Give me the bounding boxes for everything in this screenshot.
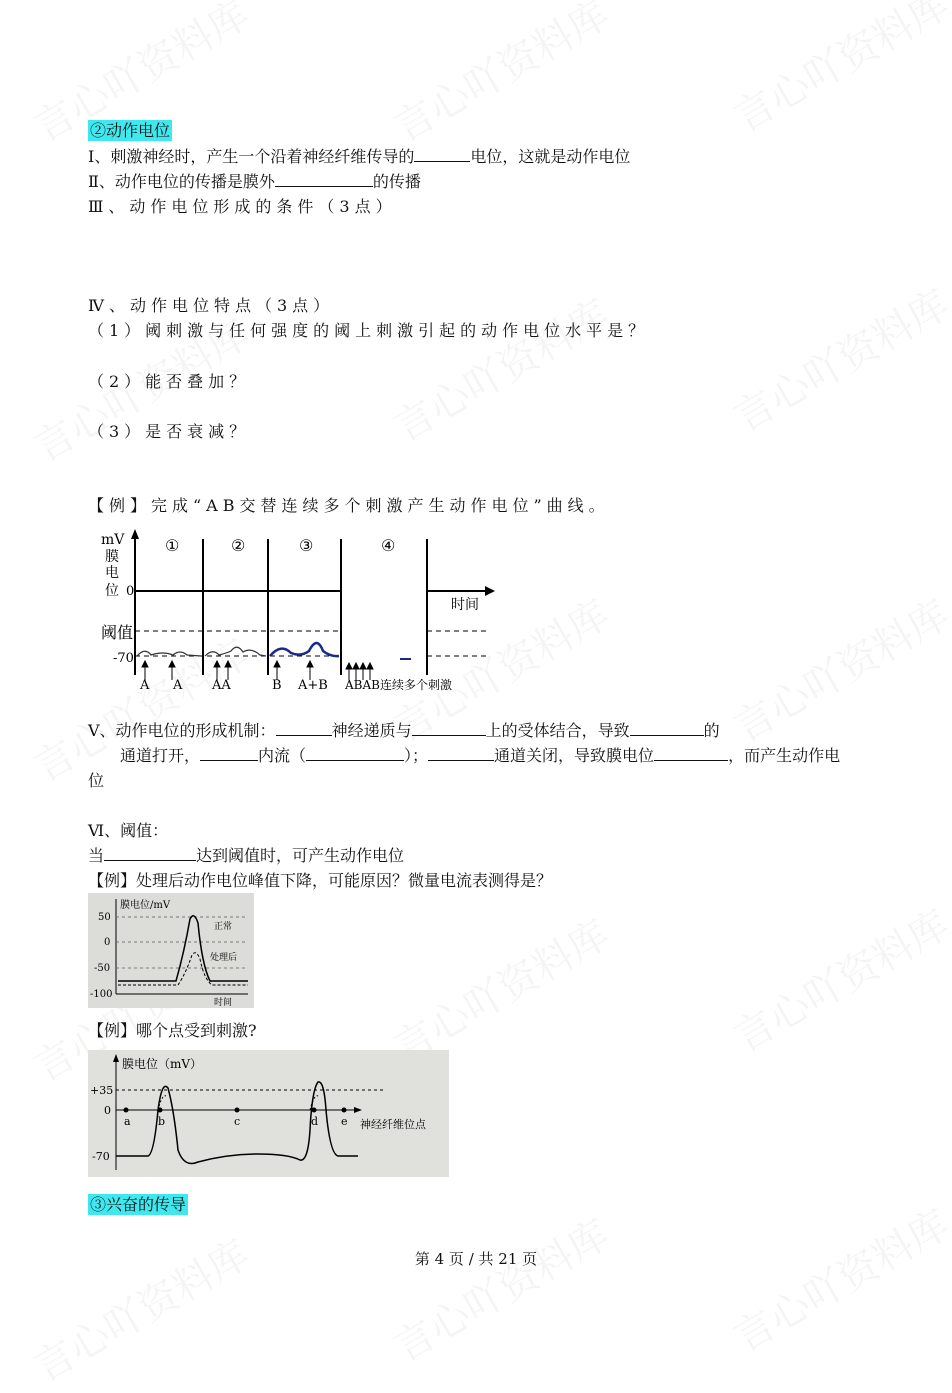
fiber-point: [342, 1108, 347, 1113]
fiber-point: [312, 1108, 317, 1113]
fiber-point: [158, 1108, 163, 1113]
y-label-char: 电: [105, 565, 119, 581]
treated-label: 处理后: [210, 953, 238, 963]
answer-blank[interactable]: [654, 746, 728, 761]
watermark: [722, 274, 952, 443]
item-iii: Ⅲ、动作电位形成的条件（3点）: [88, 197, 397, 216]
point-label: d: [311, 1115, 319, 1128]
threshold-sentence: 当 达到阈值时，可产生动作电位: [88, 846, 405, 865]
panel-number: ①: [165, 536, 180, 555]
page-footer: 第 4 页 / 共 21 页: [414, 1250, 538, 1268]
point-label: a: [124, 1115, 131, 1128]
watermark: [382, 0, 618, 153]
section-heading-action-potential: ②动作电位: [90, 121, 171, 140]
panel-number: ④: [381, 536, 396, 555]
curve-panel-3: [270, 643, 339, 656]
point-label: b: [158, 1115, 166, 1128]
y-axis-label: 膜电位（mV）: [122, 1057, 203, 1071]
x-axis-label: 时间: [451, 597, 479, 613]
question-3: （3）是否衰减？: [88, 422, 251, 441]
y-tick: 50: [98, 912, 111, 923]
stimulus-label: ABAB连续多个刺激: [345, 678, 452, 692]
item-i: Ⅰ、刺激神经时，产生一个沿着神经纤维传导的 电位，这就是动作电位: [88, 147, 631, 166]
example-1: 【例】完成“AB交替连续多个刺激产生动作电位”曲线。: [88, 496, 610, 515]
threshold-label: 阈值: [101, 623, 134, 642]
answer-blank[interactable]: [200, 746, 258, 761]
stimulus-label: AA: [212, 678, 231, 693]
item-v: Ⅴ、动作电位的形成机制： 神经递质与 上的受体结合，导致 的: [88, 721, 720, 740]
panel-number: ③: [299, 536, 314, 555]
answer-blank[interactable]: [412, 721, 486, 736]
stimulus-label: B: [272, 678, 282, 693]
answer-blank[interactable]: [414, 147, 470, 162]
x-axis-label: 神经纤维位点: [360, 1118, 426, 1131]
fiber-point: [124, 1108, 129, 1113]
rest-label: -70: [113, 651, 134, 666]
y-tick: +35: [90, 1084, 114, 1097]
fiber-potential-graph: [88, 1050, 449, 1177]
y-axis-label: 膜电位/mV: [120, 900, 171, 911]
example-3: 【例】哪个点受到刺激?: [88, 1021, 257, 1040]
watermark: [722, 1194, 952, 1363]
membrane-potential-sketch: [95, 525, 515, 700]
stimulus-label: A: [173, 678, 183, 693]
y-label-char: 膜: [105, 549, 119, 565]
curve-panel-2: [205, 647, 266, 656]
x-axis-label: 时间: [214, 998, 233, 1008]
section-heading-conduction: ③兴奋的传导: [90, 1195, 187, 1214]
zero-label: 0: [126, 584, 135, 599]
peak-decrease-graph: [88, 893, 254, 1008]
answer-blank[interactable]: [275, 172, 373, 187]
item-v-line-3: 位: [88, 771, 105, 790]
item-iv: Ⅳ、动作电位特点（3点）: [88, 296, 335, 315]
stimulus-label: A+B: [298, 678, 328, 693]
item-v-line-2: 通道打开， 内流（ ）； 通道关闭，导致膜电位 ，而产生动作电: [120, 746, 841, 765]
answer-blank[interactable]: [104, 846, 196, 861]
example-2: 【例】处理后动作电位峰值下降，可能原因？微量电流表测得是？: [88, 871, 553, 890]
y-tick: -100: [90, 989, 113, 1000]
point-label: c: [234, 1115, 241, 1128]
panel-number: ②: [231, 536, 246, 555]
y-axis-label: [105, 549, 119, 565]
point-label: e: [341, 1115, 348, 1128]
answer-blank[interactable]: [276, 721, 332, 736]
y-tick: 0: [104, 937, 111, 948]
watermark: [722, 894, 952, 1063]
watermark: [722, 0, 952, 143]
answer-blank[interactable]: [630, 721, 704, 736]
item-vi: Ⅵ、阈值：: [88, 821, 169, 840]
y-label-char: 位: [105, 583, 119, 599]
question-1: （1）阈刺激与任何强度的阈上刺激引起的动作电位水平是？: [88, 321, 650, 340]
watermark: [382, 1204, 618, 1373]
watermark: [722, 584, 952, 753]
normal-label: 正常: [214, 922, 233, 932]
answer-blank[interactable]: [428, 746, 494, 761]
question-2: （2）能否叠加？: [88, 372, 251, 391]
y-unit-label: mV: [101, 532, 125, 548]
watermark: [382, 284, 618, 453]
y-tick: -50: [94, 963, 111, 974]
y-tick: 0: [104, 1104, 111, 1117]
fiber-point: [235, 1108, 240, 1113]
stimulus-label: A: [140, 678, 150, 693]
item-ii: Ⅱ、动作电位的传播是膜外 的传播: [88, 172, 421, 191]
answer-blank[interactable]: [306, 746, 404, 761]
watermark: [382, 904, 618, 1073]
y-tick: -70: [92, 1150, 110, 1163]
curve-panel-1: [137, 651, 201, 656]
